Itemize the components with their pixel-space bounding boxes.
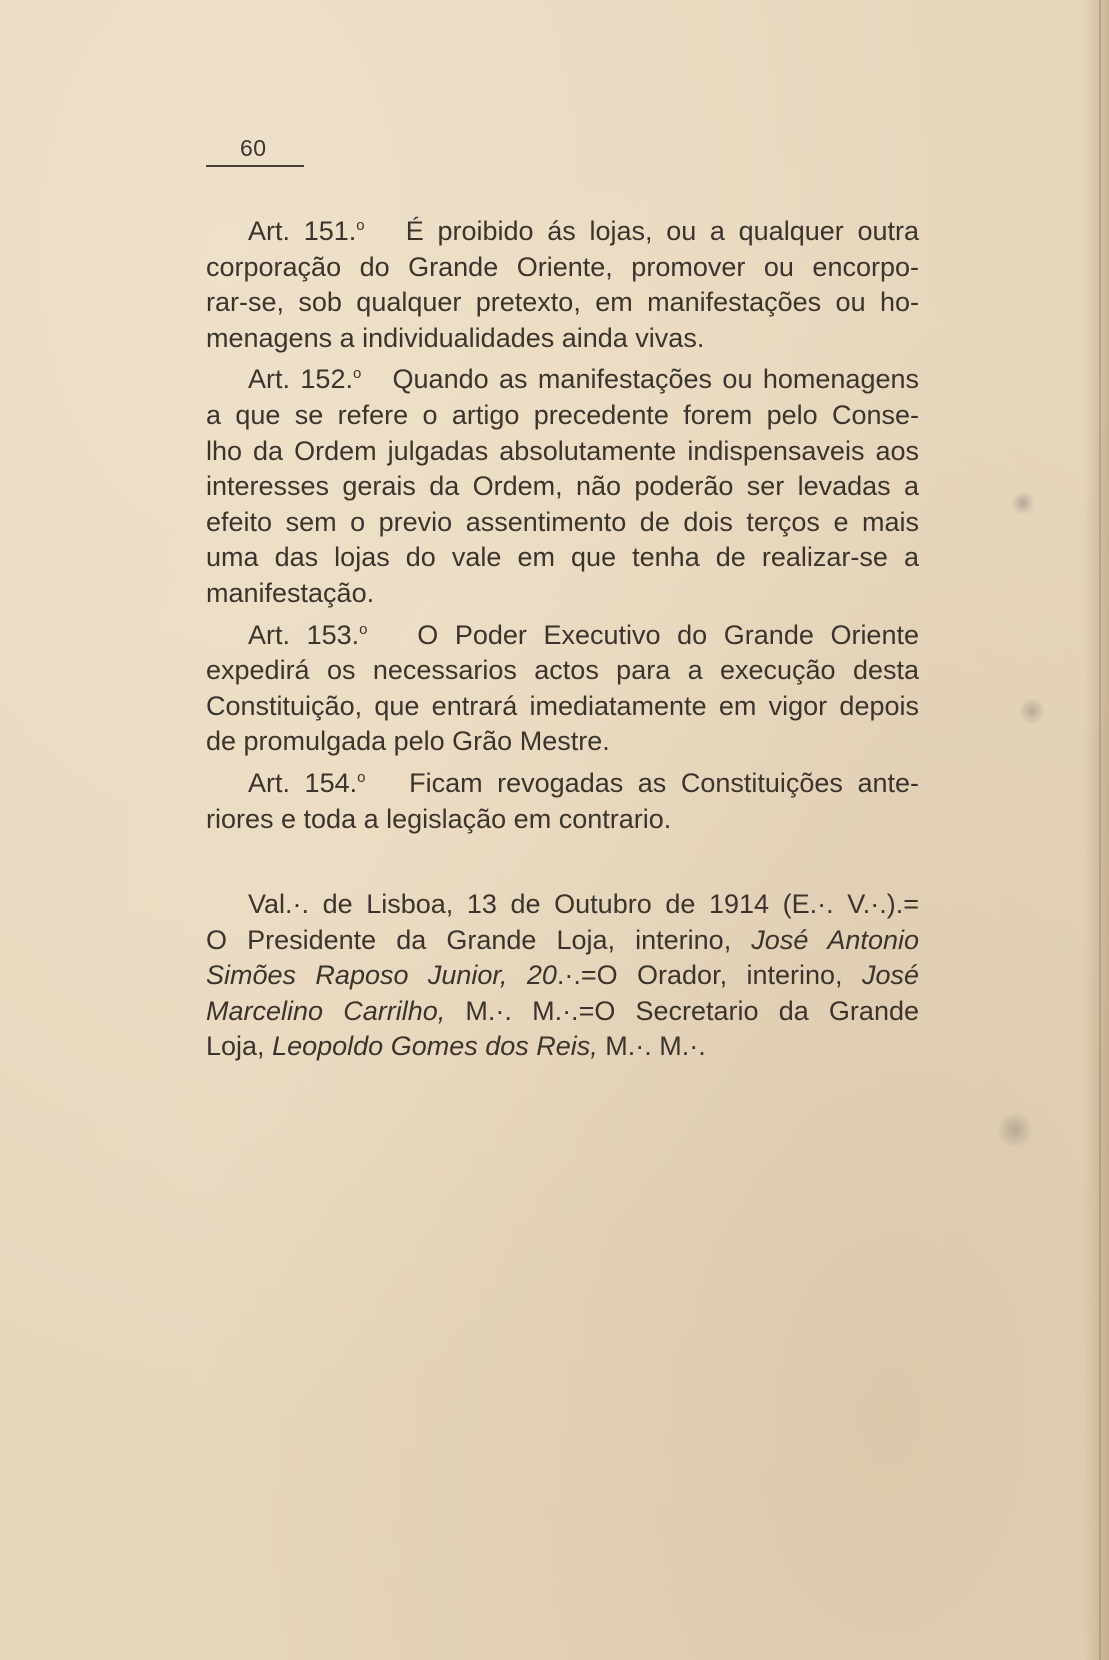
- closing-line: Val.·. de Lisboa, 13 de Outubro de 1914 (E.·. V.·.).=: [248, 889, 919, 920]
- article-line: [206, 208, 919, 250]
- article-151: [206, 208, 919, 356]
- article-line: [206, 356, 919, 398]
- article-line: efeito sem o previo assentimento de dois terços e mais: [206, 506, 919, 537]
- ordinal-mark: o: [359, 620, 368, 638]
- ordinal-mark: o: [357, 768, 366, 786]
- page-edge-line: [1099, 0, 1101, 1660]
- ink-stain: [998, 1110, 1032, 1150]
- article-label: Art. 154.: [248, 767, 358, 798]
- page-edge-shadow: [1083, 0, 1109, 1660]
- article-line: rar-se, sob qualquer pretexto, em manifestações ou ho-: [206, 287, 919, 318]
- article-text: É proibido ás lojas, ou a qualquer outra: [405, 216, 919, 246]
- article-152: [206, 356, 919, 611]
- article-text: Quando as manifestações ou homenagens: [392, 364, 919, 395]
- closing-text: M.·. M.·.: [605, 1031, 706, 1062]
- closing-text: O Presidente da Grande Loja, interino,: [206, 924, 732, 955]
- article-line: expedirá os necessarios actos para a execução desta: [206, 655, 919, 686]
- closing-signatures: [206, 887, 919, 1065]
- ink-stain: [1010, 492, 1036, 514]
- closing-line: [206, 923, 919, 959]
- closing-line: [206, 958, 919, 994]
- article-line: [206, 612, 919, 654]
- signatory-name: José: [861, 960, 919, 991]
- article-text: O Poder Executivo do Grande Oriente: [417, 619, 919, 650]
- closing-text: Loja,: [206, 1031, 265, 1062]
- signatory-name: Leopoldo Gomes dos Reis,: [272, 1031, 598, 1062]
- signatory-name: Marcelino Carrilho,: [206, 995, 446, 1026]
- article-line: menagens a individualidades ainda vivas.: [206, 322, 705, 353]
- article-line: de promulgada pelo Grão Mestre.: [206, 726, 610, 757]
- article-label: Art. 152.: [248, 364, 353, 395]
- article-text: Ficam revogadas as Constituições ante-: [409, 767, 919, 798]
- ink-stain: [1018, 698, 1046, 724]
- article-line: Constituição, que entrará imediatamente em vigor depois: [206, 690, 919, 721]
- signatory-name: Simões Raposo Junior, 20: [206, 960, 557, 991]
- article-label: Art. 153.: [248, 619, 360, 650]
- page-number: 60: [240, 135, 267, 161]
- closing-line: [206, 1029, 919, 1065]
- closing-text: .·.=O Orador, interino,: [556, 960, 843, 991]
- article-line: [206, 760, 919, 802]
- article-line: uma das lojas do vale em que tenha de realizar-se a: [206, 542, 919, 573]
- article-line: manifestação.: [206, 577, 375, 608]
- closing-text: M.·. M.·.=O Secretario da Grande: [465, 995, 919, 1026]
- article-154: [206, 760, 919, 837]
- signatory-name: José Antonio: [751, 924, 919, 955]
- article-153: [206, 612, 919, 760]
- article-line: lho da Ordem julgadas absolutamente indispensaveis aos: [206, 435, 919, 466]
- article-line: interesses gerais da Ordem, não poderão ser levadas a: [206, 471, 919, 502]
- paragraph-spacer: [206, 837, 919, 887]
- article-line: corporação do Grande Oriente, promover ou encorpo-: [206, 251, 919, 282]
- article-line: riores e toda a legislação em contrario.: [206, 803, 672, 834]
- document-body: [206, 208, 919, 1065]
- closing-line: [206, 994, 919, 1030]
- ordinal-mark: o: [356, 217, 365, 234]
- article-label: Art. 151.: [248, 216, 357, 246]
- article-line: a que se refere o artigo precedente forem pelo Conse-: [206, 399, 919, 430]
- page-number-rule: [206, 165, 304, 167]
- ordinal-mark: o: [352, 365, 362, 383]
